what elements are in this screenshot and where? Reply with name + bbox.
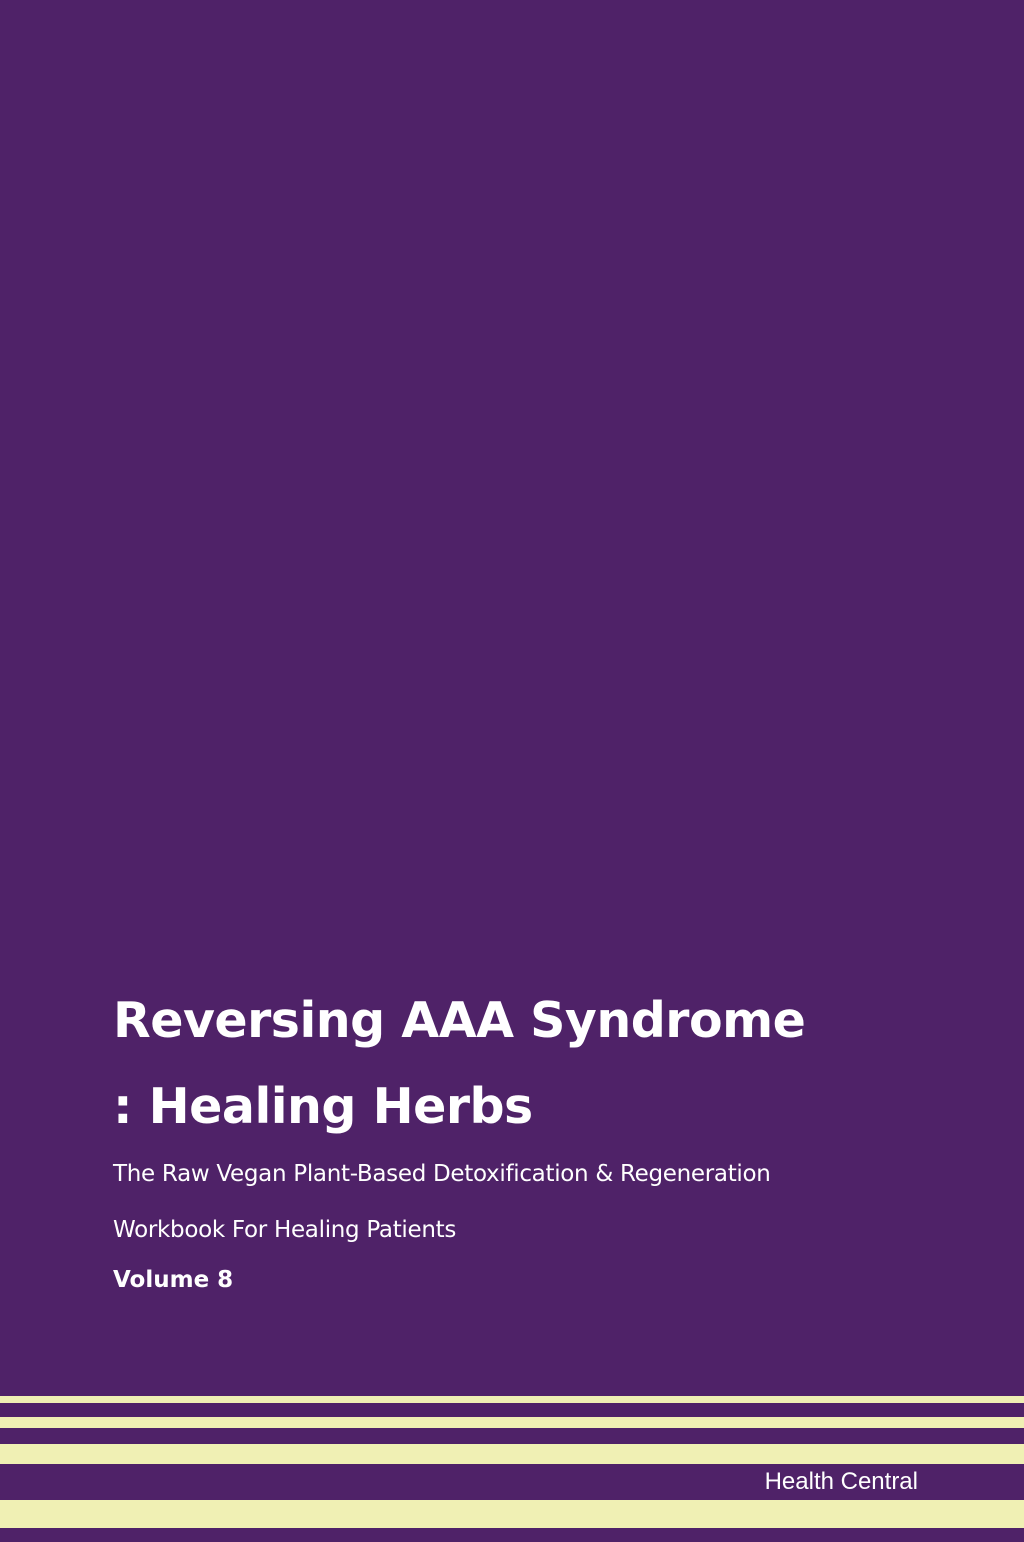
book-title-line-2: : Healing Herbs — [113, 1078, 533, 1135]
publisher-name: Health Central — [764, 1468, 918, 1495]
book-title-line-1: Reversing AAA Syndrome — [113, 992, 806, 1049]
book-subtitle-line-2: Workbook For Healing Patients — [113, 1217, 457, 1243]
book-subtitle-line-1: The Raw Vegan Plant-Based Detoxification & Regeneration — [113, 1161, 771, 1187]
book-subtitle — [113, 1146, 771, 1258]
decorative-stripe — [0, 1500, 1024, 1528]
book-title — [113, 978, 805, 1150]
decorative-stripe — [0, 1417, 1024, 1428]
decorative-stripe — [0, 1444, 1024, 1464]
decorative-stripe — [0, 1396, 1024, 1403]
volume-label: Volume 8 — [113, 1267, 234, 1293]
